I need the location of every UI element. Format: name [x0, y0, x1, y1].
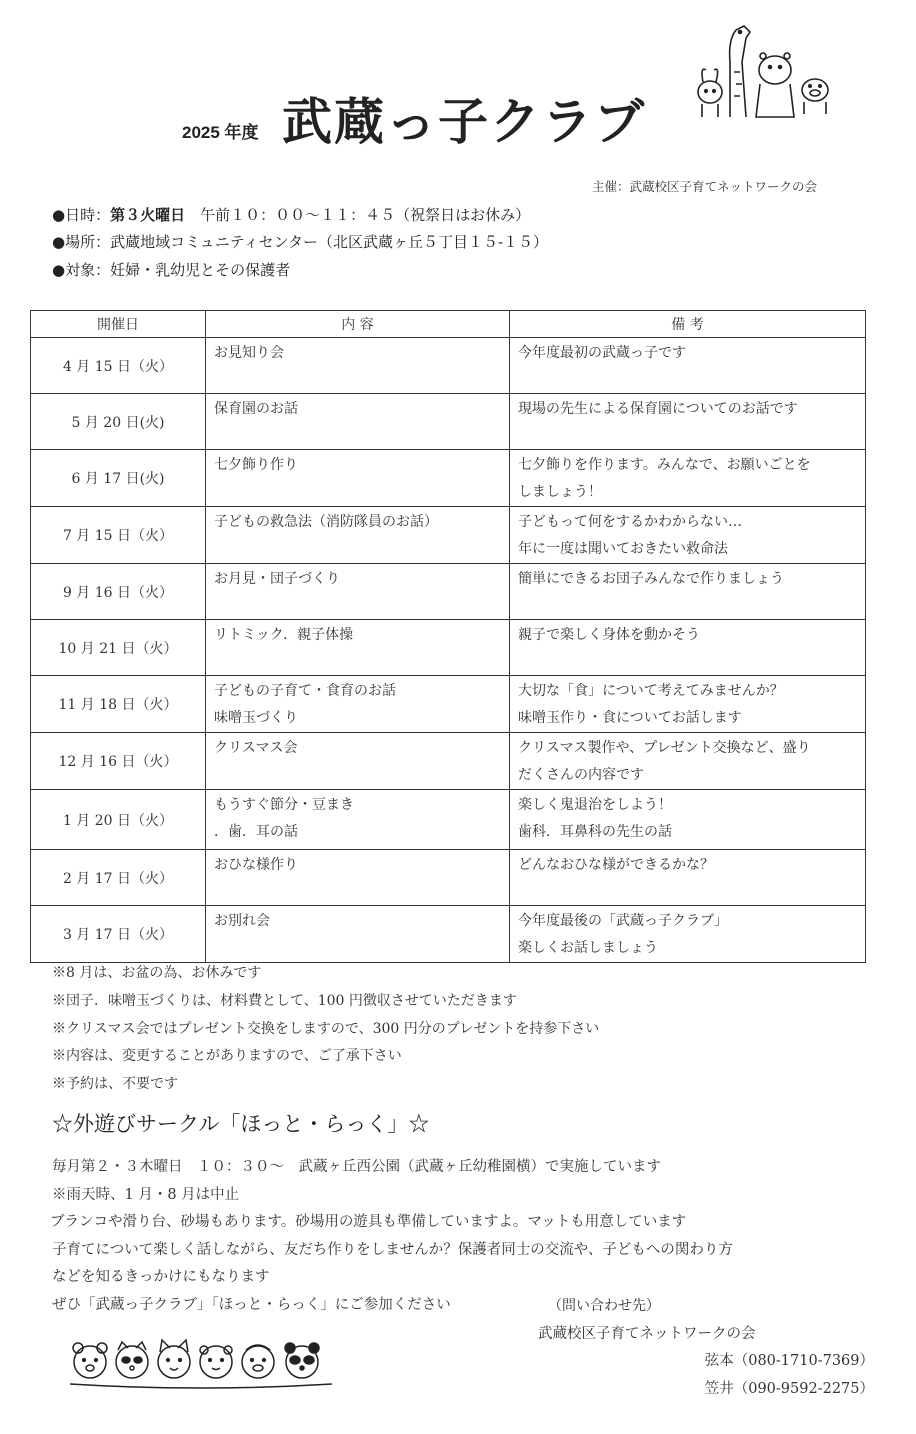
row-date: 7 月 15 日（火） [31, 507, 206, 564]
info-datetime [52, 204, 530, 225]
table-row [31, 676, 866, 733]
row-content-line: おひな様作り [214, 857, 298, 873]
table-row [31, 733, 866, 790]
row-notes-line: 大切な「食」について考えてみませんか？ [518, 683, 784, 699]
circle-schedule: 毎月第２・３木曜日 １０：３０～ 武蔵ヶ丘西公園（武蔵ヶ丘幼稚園横）で実施しています [52, 1159, 661, 1175]
row-notes-line: 年に一度は聞いておきたい救命法 [518, 541, 728, 557]
row-notes [510, 906, 866, 963]
row-date: 3 月 17 日（火） [31, 906, 206, 963]
row-content [206, 394, 510, 450]
info-datetime-time: 午前１０：００～１１：４５（祝祭日はお休み） [185, 206, 531, 224]
row-content-line: お見知り会 [214, 345, 284, 361]
animals-illustration-icon [690, 22, 840, 122]
table-row [31, 790, 866, 850]
contact-org: 武蔵校区子育てネットワークの会 [538, 1326, 756, 1342]
row-content-line: 子どもの救急法（消防隊員のお話） [214, 514, 438, 530]
row-content-line: ．歯．耳の話 [214, 824, 298, 840]
row-content [206, 507, 510, 564]
row-notes [510, 620, 866, 676]
contact-person-2: 笠井（090-9592-2275） [704, 1381, 874, 1397]
row-content-line: もうすぐ節分・豆まき [214, 797, 354, 813]
note-reservation: ※予約は、不要です [52, 1076, 178, 1092]
info-datetime-day: 第３火曜日 [110, 206, 186, 224]
row-notes-line: 七夕飾りを作ります。みんなで、お願いごとを [518, 457, 811, 473]
row-notes-line: 親子で楽しく身体を動かそう [518, 627, 700, 643]
header-date: 開催日 [31, 311, 206, 338]
row-content [206, 850, 510, 906]
row-date: 2 月 17 日（火） [31, 850, 206, 906]
row-content-line: 七夕飾り作り [214, 457, 298, 473]
table-row [31, 394, 866, 450]
row-notes [510, 564, 866, 620]
row-content [206, 564, 510, 620]
row-notes [510, 676, 866, 733]
row-date: 1 月 20 日（火） [31, 790, 206, 850]
row-notes [510, 338, 866, 394]
circle-invite: 子育てについて楽しく話しながら、友だち作りをしませんか？保護者同士の交流や、子どもへの関わり方 [52, 1242, 733, 1258]
row-content [206, 450, 510, 507]
row-notes [510, 733, 866, 790]
circle-title: ☆外遊びサークル「ほっと・らっく」☆ [52, 1112, 430, 1136]
row-content [206, 906, 510, 963]
note-change: ※内容は、変更することがありますので、ご了承下さい [52, 1048, 402, 1064]
row-date: 6 月 17 日(火) [31, 450, 206, 507]
table-header-row [31, 311, 866, 338]
row-date: 10 月 21 日（火） [31, 620, 206, 676]
row-notes-line: 現場の先生による保育園についてのお話です [518, 401, 798, 417]
row-notes [510, 790, 866, 850]
info-place: ●場所：武蔵地域コミュニティセンター（北区武蔵ヶ丘５丁目１５-１５） [52, 233, 549, 251]
row-notes-line: どんなおひな様ができるかな？ [518, 857, 714, 873]
table-row [31, 507, 866, 564]
animal-faces-row-icon [70, 1338, 332, 1390]
note-fee: ※団子．味噌玉づくりは、材料費として、100 円徴収させていただきます [52, 993, 517, 1009]
info-datetime-label: ●日時： [52, 206, 111, 224]
circle-join: ぜひ「武蔵っ子クラブ」「ほっと・らっく」にご参加ください [52, 1297, 451, 1313]
row-notes-line: 味噌玉作り・食についてお話します [518, 710, 742, 726]
row-notes-line: 簡単にできるお団子みんなで作りましょう [518, 571, 784, 587]
table-row [31, 450, 866, 507]
inquiry-label: （問い合わせ先） [548, 1298, 660, 1314]
table-row [31, 620, 866, 676]
note-august: ※8 月は、お盆の為、お休みです [52, 965, 262, 981]
row-content-line: 子どもの子育て・食育のお話 [214, 683, 396, 699]
organizer-text: 主催：武蔵校区子育てネットワークの会 [592, 179, 818, 194]
row-notes-line: しましょう！ [518, 484, 602, 500]
row-date: 9 月 16 日（火） [31, 564, 206, 620]
row-content [206, 733, 510, 790]
row-notes-line: だくさんの内容です [518, 767, 644, 783]
row-content-line: 保育園のお話 [214, 401, 298, 417]
row-date: 12 月 16 日（火） [31, 733, 206, 790]
header-notes: 備 考 [510, 311, 866, 338]
row-date: 11 月 18 日（火） [31, 676, 206, 733]
row-content [206, 620, 510, 676]
row-notes [510, 507, 866, 564]
row-content-line: クリスマス会 [214, 740, 298, 756]
fiscal-year: 2025 年度 [182, 123, 259, 142]
row-notes-line: 今年度最後の「武蔵っ子クラブ」 [518, 913, 728, 929]
table-row [31, 338, 866, 394]
row-notes-line: 楽しく鬼退治をしよう！ [518, 797, 672, 813]
row-content-line: お月見・団子づくり [214, 571, 340, 587]
row-content-line: お別れ会 [214, 913, 270, 929]
circle-facilities: ブランコや滑り台、砂場もあります。砂場用の遊具も準備していますよ。マットも用意しています [50, 1214, 687, 1230]
table-row [31, 850, 866, 906]
row-content-line: リトミック．親子体操 [214, 627, 354, 643]
note-christmas: ※クリスマス会ではプレゼント交換をしますので、300 円分のプレゼントを持参下さい [52, 1021, 600, 1037]
row-notes-line: 楽しくお話しましょう [518, 940, 658, 956]
row-content [206, 338, 510, 394]
row-notes-line: 子どもって何をするかわからない… [518, 514, 742, 530]
row-content-line: 味噌玉づくり [214, 710, 298, 726]
row-notes-line: 今年度最初の武蔵っ子です [518, 345, 686, 361]
circle-rain-note: ※雨天時、1 月・8 月は中止 [52, 1187, 240, 1203]
row-date: 4 月 15 日（火） [31, 338, 206, 394]
table-row [31, 906, 866, 963]
row-content [206, 790, 510, 850]
row-notes [510, 450, 866, 507]
header-content: 内 容 [206, 311, 510, 338]
row-notes [510, 394, 866, 450]
row-notes [510, 850, 866, 906]
info-target: ●対象：妊婦・乳幼児とその保護者 [52, 261, 291, 279]
row-notes-line: 歯科．耳鼻科の先生の話 [518, 824, 672, 840]
circle-invite-cont: などを知るきっかけにもなります [52, 1269, 270, 1285]
schedule-table [30, 310, 866, 963]
contact-person-1: 弦本（080-1710-7369） [704, 1353, 874, 1369]
row-content [206, 676, 510, 733]
row-notes-line: クリスマス製作や、プレゼント交換など、盛り [518, 740, 811, 756]
page-title: 武蔵っ子クラブ [282, 93, 646, 151]
table-row [31, 564, 866, 620]
row-date: 5 月 20 日(火) [31, 394, 206, 450]
